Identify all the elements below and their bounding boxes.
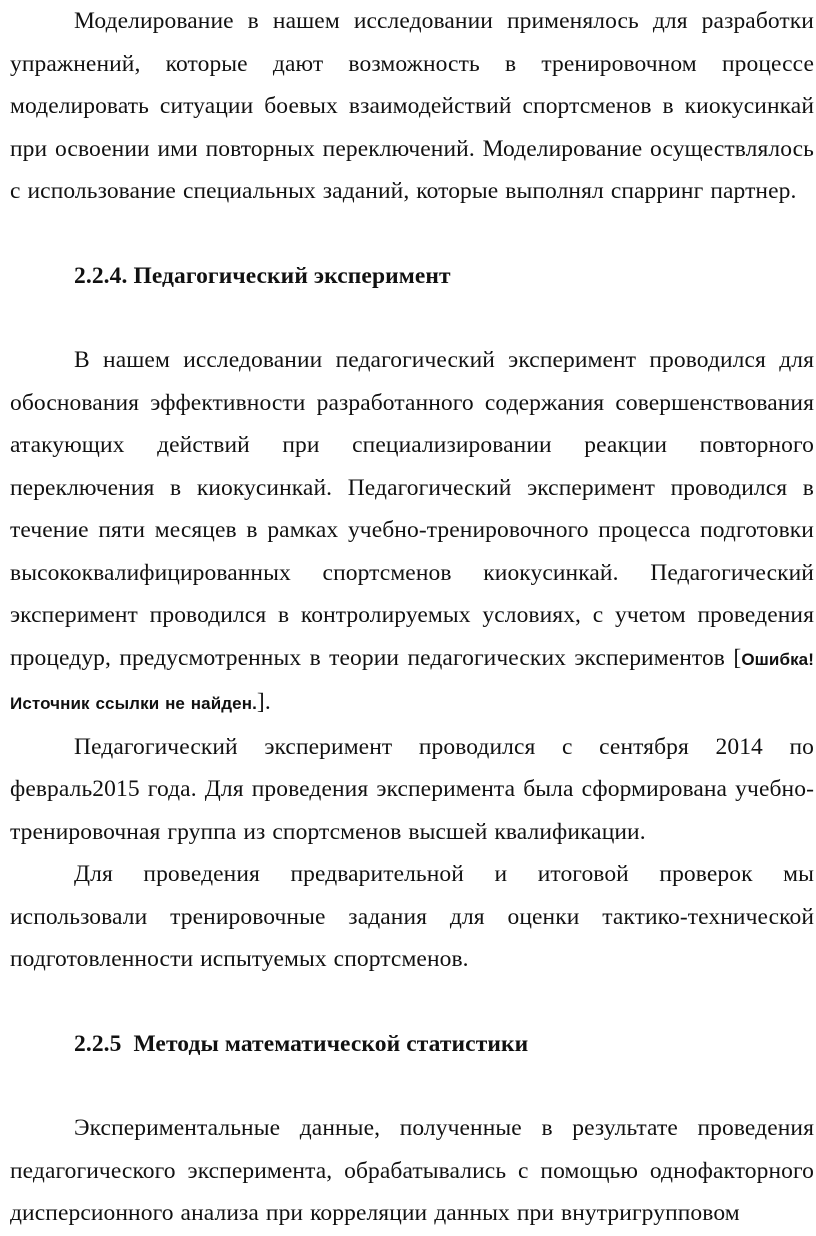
paragraph-experiment-text: В нашем исследовании педагогический эксперимент проводился для обоснования эффективности разработанного содержания совершенствования атакующих действий при специализировании реакции повторного переключения в киокусинкай. Педагогический эксперимент проводился в течение пяти месяцев в рамках учебно-тренировочного процесса подготовки высококвалифицированных спортсменов киокусинкай. Педагогический эксперимент проводился в контролируемых условиях, с учетом проведения процедур, предусмотренных в теории педагогических экспериментов [10,347,814,671]
paragraph-experiment-dates: Педагогический эксперимент проводился с сентября 2014 по февраль2015 года. Для проведения эксперимента была сформирована учебно-тренировочная группа из спортсменов высшей квалификации. [10,733,814,845]
paragraph-training-tasks: Для проведения предварительной и итоговой проверок мы использовали тренировочные задания для оценки тактико-технической подготовленности испытуемых спортсменов. [10,861,814,972]
paragraph-experimental-data: Экспериментальные данные, полученные в результате проведения педагогического эксперимента, обрабатывались с помощью однофакторного дисперсионного анализа при корреляции данных при внутригрупповом [10,1115,814,1226]
paragraph-experiment-description [10,339,814,726]
reference-bracket-open: [ [733,644,742,671]
paragraph-modeling: Моделирование в нашем исследовании применялось для разработки упражнений, которые дают возможность в тренировочном процессе моделировать ситуации боевых взаимодействий спортсменов в киокусинкай при освоении ими повторных переключений. Моделирование осуществлялось с использование специальных заданий, которые выполнял спарринг партнер. [10,8,814,204]
document-page [10,0,814,1235]
section-heading-math-statistics: 2.2.5 Методы математической статистики [74,1030,529,1057]
reference-bracket-close: ]. [256,689,271,715]
section-heading-pedagogical-experiment: 2.2.4. Педагогический эксперимент [74,262,451,289]
reference-error-message: Ошибка! Источник ссылки не найден. [10,649,814,713]
